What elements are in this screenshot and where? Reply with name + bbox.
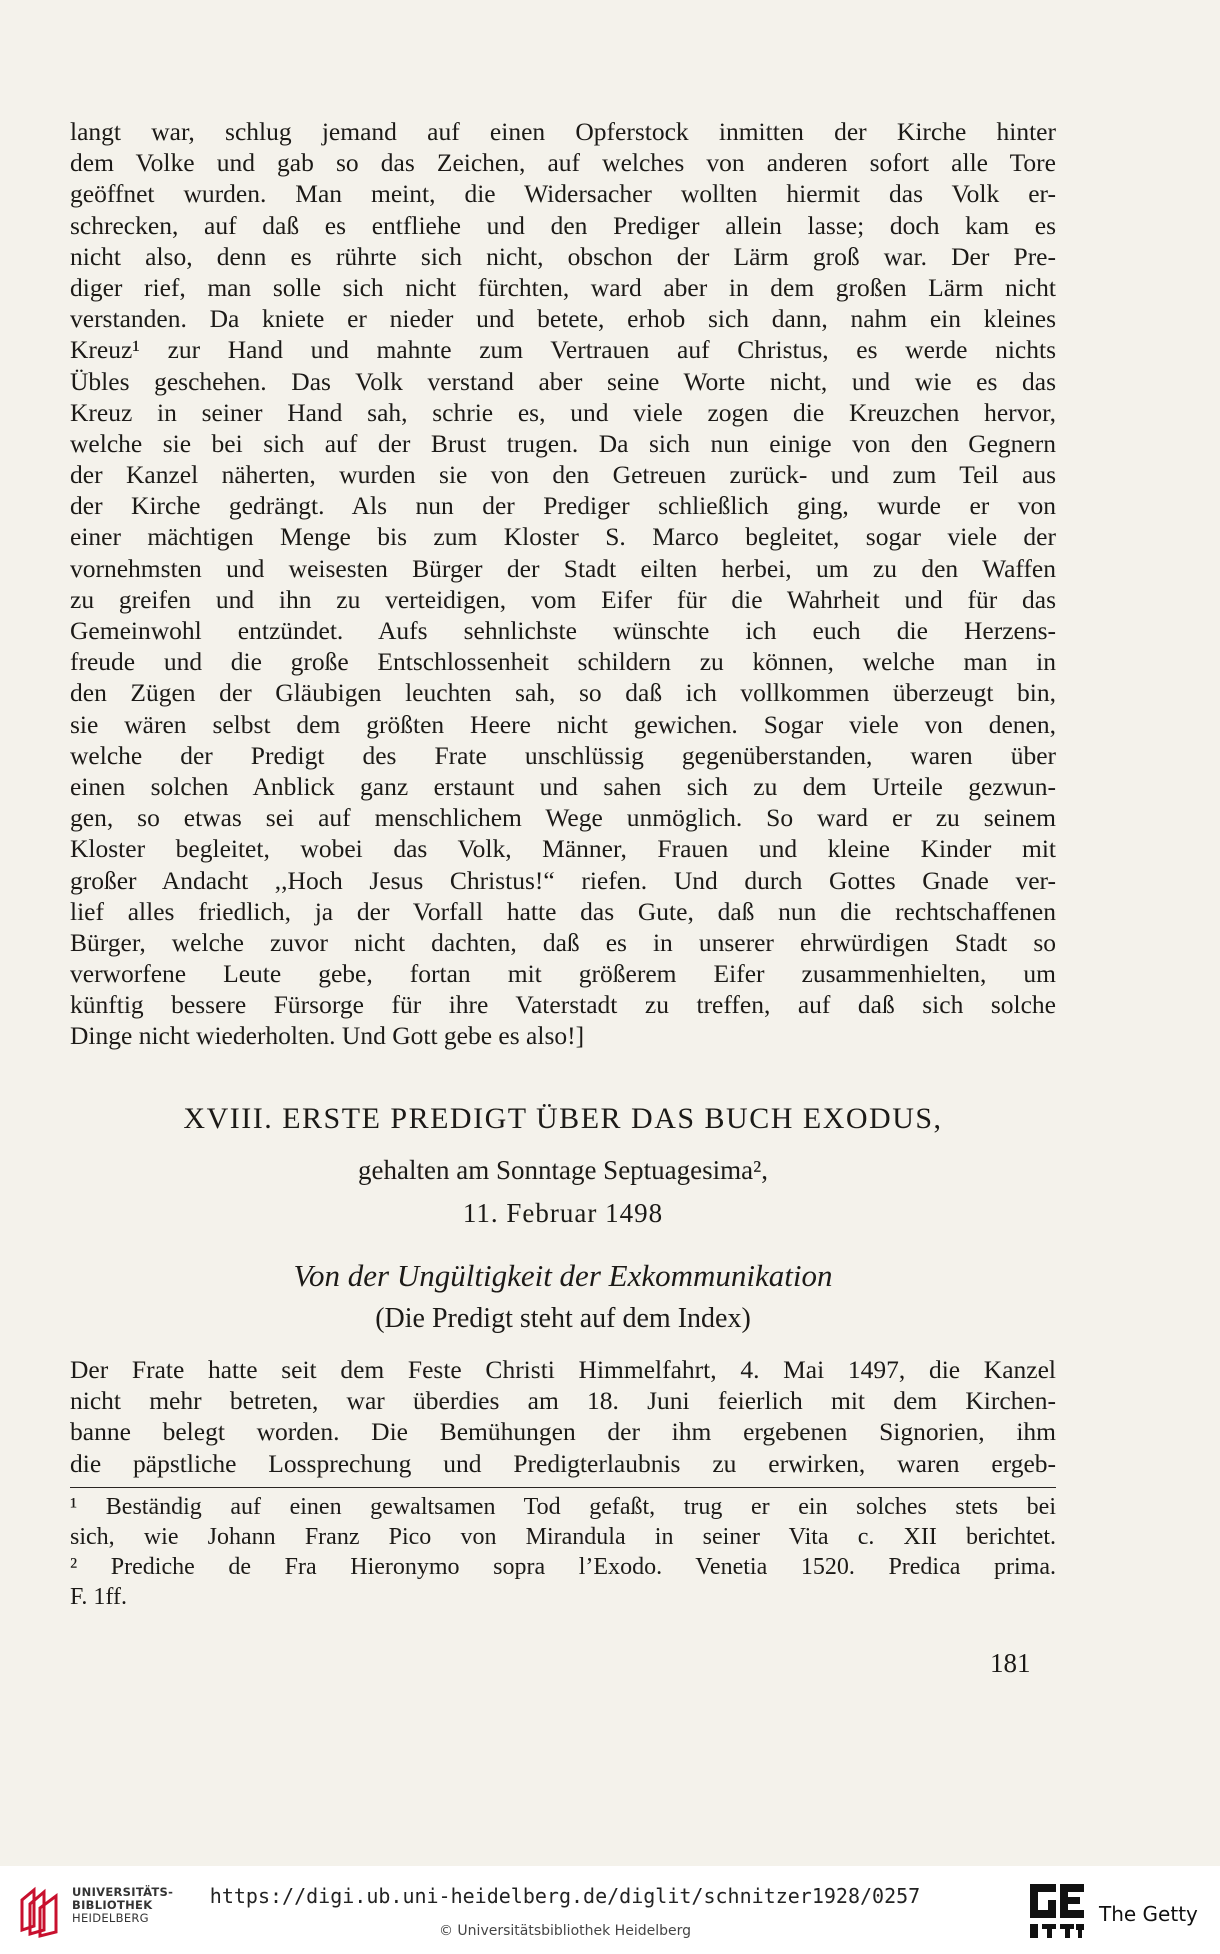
text-line: den Zügen der Gläubigen leuchten sah, so daß ich vollkommen überzeugt bin,: [70, 678, 1056, 708]
text-line: nicht mehr betreten, war überdies am 18. Juni feierlich mit dem Kirchen-: [70, 1386, 1056, 1416]
text-line: diger rief, man solle sich nicht fürchten, ward aber in dem großen Lärm nicht: [70, 272, 1056, 302]
body-text: [70, 116, 1056, 1052]
text-line: verworfene Leute gebe, fortan mit größerem Eifer zusammenhielten, um: [70, 959, 1056, 989]
text-line: einer mächtigen Menge bis zum Kloster S. Marco begleitet, sogar viele der: [70, 522, 1056, 552]
text-line: banne belegt worden. Die Bemühungen der ihm ergebenen Signorien, ihm: [70, 1417, 1056, 1447]
sermon-topic: Von der Ungültigkeit der Exkommunikation: [293, 1258, 833, 1293]
getty-logo-icon: [1026, 1880, 1090, 1940]
text-line: nicht also, denn es rührte sich nicht, obschon der Lärm groß war. Der Pre-: [70, 241, 1056, 271]
text-line: gen, so etwas sei auf menschlichem Wege unmöglich. So ward er zu seinem: [70, 803, 1056, 833]
text-line: geöffnet wurden. Man meint, die Widersacher wollten hiermit das Volk er-: [70, 179, 1056, 209]
sermon-title: XVIII. ERSTE PREDIGT ÜBER DAS BUCH EXODUS,: [183, 1102, 943, 1135]
text-line: Gemeinwohl entzündet. Aufs sehnlichste wünschte ich euch die Herzens-: [70, 616, 1056, 645]
sermon-subtitle: gehalten am Sonntage Septuagesima²,: [358, 1155, 768, 1185]
footnotes: [70, 1492, 1056, 1612]
text-line: schrecken, auf daß es entfliehe und den Prediger allein lasse; doch kam es: [70, 210, 1056, 240]
text-line: vornehmsten und weisesten Bürger der Stadt eilten herbei, um zu den Waffen: [70, 553, 1056, 583]
text-line: Übles geschehen. Das Volk verstand aber seine Worte nicht, und wie es das: [70, 366, 1056, 396]
copyright-notice: © Universitätsbibliothek Heidelberg: [438, 1923, 691, 1939]
text-line: der Kirche gedrängt. Als nun der Prediger schließlich ging, wurde er von: [70, 491, 1056, 521]
text-line: der Kanzel näherten, wurden sie von den Getreuen zurück- und zum Teil aus: [70, 460, 1056, 490]
text-line: welche der Predigt des Frate unschlüssig gegenüberstanden, waren über: [70, 740, 1056, 770]
text-line: langt war, schlug jemand auf einen Opferstock inmitten der Kirche hinter: [70, 117, 1056, 146]
footnote-line: sich, wie Johann Franz Pico von Mirandula in seiner Vita c. XII berichtet.: [70, 1524, 1056, 1550]
text-line: Kreuz in seiner Hand sah, schrie es, und viele zogen die Kreuzchen hervor,: [70, 397, 1056, 427]
text-line: künftig bessere Fürsorge für ihre Vaterstadt zu treffen, auf daß sich solche: [70, 990, 1056, 1020]
library-name-line: HEIDELBERG: [72, 1911, 149, 1925]
text-line: welche sie bei sich auf der Brust trugen. Da sich nun einige von den Gegnern: [70, 428, 1056, 458]
text-line: Kloster begleitet, wobei das Volk, Männer, Frauen und kleine Kinder mit: [70, 834, 1056, 864]
index-note: (Die Predigt steht auf dem Index): [375, 1303, 751, 1334]
text-line: Bürger, welche zuvor nicht dachten, daß es in unserer ehrwürdigen Stadt so: [70, 927, 1056, 957]
text-line: Dinge nicht wiederholten. Und Gott gebe es also!]: [70, 1021, 585, 1051]
permalink[interactable]: https://digi.ub.uni-heidelberg.de/diglit/schnitzer1928/0257: [209, 1884, 921, 1908]
text-line: sie wären selbst dem größten Heere nicht gewichen. Sogar viele von denen,: [70, 709, 1056, 739]
intro-text: [70, 1354, 1056, 1479]
library-name-line: UNIVERSITÄTS-: [72, 1885, 174, 1899]
text-line: dem Volke und gab so das Zeichen, auf welches von anderen sofort alle Tore: [70, 148, 1056, 178]
text-line: lief alles friedlich, ja der Vorfall hatte das Gute, daß nun die rechtschaffenen: [70, 896, 1056, 926]
viewer-footer: [0, 1866, 1220, 1954]
text-line: zu greifen und ihn zu verteidigen, vom Eifer für die Wahrheit und für das: [70, 584, 1056, 614]
text-line: Der Frate hatte seit dem Feste Christi Himmelfahrt, 4. Mai 1497, die Kanzel: [70, 1355, 1056, 1384]
page-number: 181: [990, 1648, 1031, 1678]
text-line: die päpstliche Lossprechung und Predigterlaubnis zu erwirken, waren ergeb-: [70, 1448, 1056, 1478]
text-line: Kreuz¹ zur Hand und mahnte zum Vertrauen auf Christus, es werde nichts: [70, 335, 1056, 365]
text-line: einen solchen Anblick ganz erstaunt und sahen sich zu dem Urteile gezwun-: [70, 771, 1056, 801]
text-line: verstanden. Da kniete er nieder und betete, erhob sich dann, nahm ein kleines: [70, 304, 1056, 334]
text-line: großer Andacht ,,Hoch Jesus Christus!“ riefen. Und durch Gottes Gnade ver-: [70, 865, 1056, 895]
footnote-line: F. 1ff.: [70, 1584, 127, 1610]
getty-label: The Getty: [1099, 1902, 1198, 1926]
sermon-date: 11. Februar 1498: [462, 1198, 664, 1228]
footnote-line: ¹ Beständig auf einen gewaltsamen Tod gefaßt, trug er ein solches stets bei: [70, 1494, 1056, 1520]
getty-logo[interactable]: [1026, 1880, 1216, 1942]
library-name-line: BIBLIOTHEK: [72, 1898, 153, 1912]
text-line: freude und die große Entschlossenheit schildern zu können, welche man in: [70, 647, 1056, 677]
footnote-rule: [70, 1487, 1056, 1488]
footnote-line: ² Prediche de Fra Hieronymo sopra l’Exodo. Venetia 1520. Predica prima.: [70, 1554, 1056, 1580]
